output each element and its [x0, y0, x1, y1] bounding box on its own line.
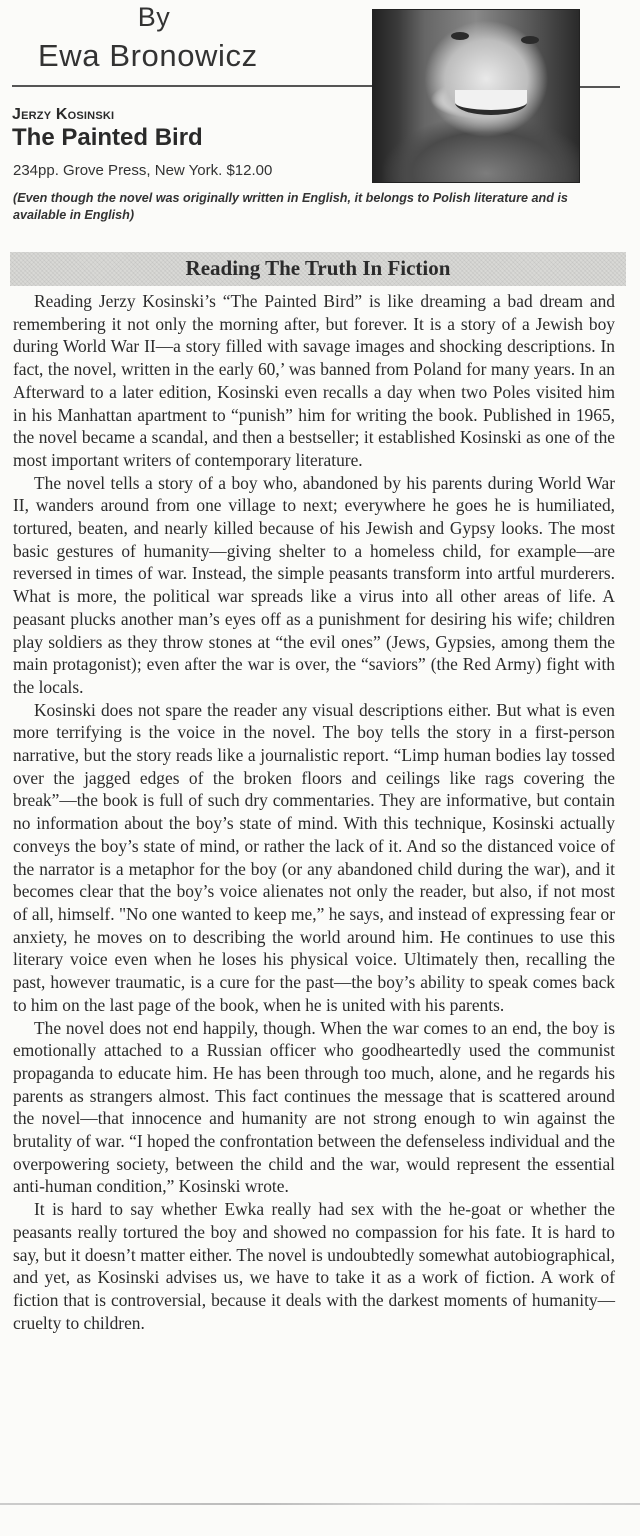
publication-info: 234pp. Grove Press, New York. $12.00: [13, 162, 273, 179]
article-paragraph: The novel tells a story of a boy who, abandoned by his parents during World War II, wanders around from one village to next; everywhere he goes he is humiliated, tortured, beaten, and nearly killed because of his Jewish and Gypsy looks. The most basic gestures of humanity—giving shelter to a homeless child, for example—are reversed in times of war. Instead, the simple peasants transform into artful murderers. What is more, the political war spreads like a virus into all other areas of life. A peasant plucks another man’s eyes off as a punishment for desiring his wife; children play soldiers as they throw stones at “the evil ones” (Jews, Gypsies, among them the main protagonist); even after the war is over, the “saviors” (the Red Army) fight with the locals.: [13, 472, 615, 697]
article-paragraph: It is hard to say whether Ewka really had sex with the he-goat or whether the peasants really tortured the boy and showed no compassion for his fate. It is hard to say, but it doesn’t matter either. The novel is undoubtedly somewhat autobiographical, and yet, as Kosinski advises us, we have to take it as a work of fiction. A work of fiction that is controversial, because it deals with the darkest moments of humanity—cruelty to children.: [13, 1199, 615, 1333]
book-title: The Painted Bird: [12, 124, 203, 151]
photo-smile: [455, 90, 527, 115]
editor-note: (Even though the novel was originally written in English, it belongs to Polish literature and is available in English): [13, 191, 568, 222]
article-heading: Reading The Truth In Fiction: [185, 256, 451, 280]
article-paragraph: Kosinski does not spare the reader any visual descriptions either. But what is even more terrifying is the voice in the novel. The boy tells the story in a first-person narrative, but the story reads like a journalistic report. “Limp human bodies lay tossed over the jagged edges of the broken floors and ceilings like rags covering the break”—the book is full of such dry commentaries. They are informative, but contain no information about the boy’s state of mind. With this technique, Kosinski actually conveys the boy’s state of mind, or rather the lack of it. And so the distanced voice of the narrator is a metaphor for the boy (or any abandoned child during the war), and it becomes clear that the boy’s voice alienates not only the reader, but also, if not most of all, himself. "No one wanted to keep me,” he says, and instead of expressing fear or anxiety, he moves on to describing the world around him. He continues to use this literary voice even when he loses his physical voice. Ultimately then, recalling the past, however traumatic, is a cure for the past—the boy’s ability to speak comes back to him on the last page of the book, when he is united with his parents.: [13, 699, 615, 1015]
book-author: Jerzy Kosinski: [12, 106, 115, 123]
page-bottom-edge: [0, 1503, 640, 1505]
photo-eye-left: [451, 32, 469, 40]
header-rule-left: [12, 85, 374, 87]
reviewer-photo: [372, 9, 580, 183]
reviewer-name: Ewa Bronowicz: [38, 38, 258, 73]
byline-by: By: [137, 2, 171, 32]
header-rule-right: [580, 86, 620, 88]
article-paragraph: Reading Jerzy Kosinski’s “The Painted Bird” is like dreaming a bad dream and remembering it not only the morning after, but forever. It is a story of a Jewish boy during World War II—a story filled with savage images and shocking descriptions. In fact, the novel, written in the early 60,’ was banned from Poland for many years. In an Afterward to a later edition, Kosinski even recalls a day when two Poles visited him in his Manhattan apartment to “punish” him for writing the book. Published in 1965, the novel became a scandal, and then a bestseller; it established Kosinski as one of the most important writers of contemporary literature.: [13, 291, 615, 470]
article-body: [13, 290, 615, 1334]
photo-eye-right: [521, 36, 539, 44]
article-paragraph: The novel does not end happily, though. When the war comes to an end, the boy is emotionally attached to a Russian officer who goodheartedly used the communist propaganda to educate him. He has been through too much, alone, and he regards his parents as strangers almost. This fact continues the message that is scattered around the novel—that innocence and humanity are not strong enough to win against the brutality of war. “I hoped the confrontation between the defenseless individual and the overpowering society, between the child and the war, would represent the essential anti-human condition,” Kosinski wrote.: [13, 1017, 615, 1197]
